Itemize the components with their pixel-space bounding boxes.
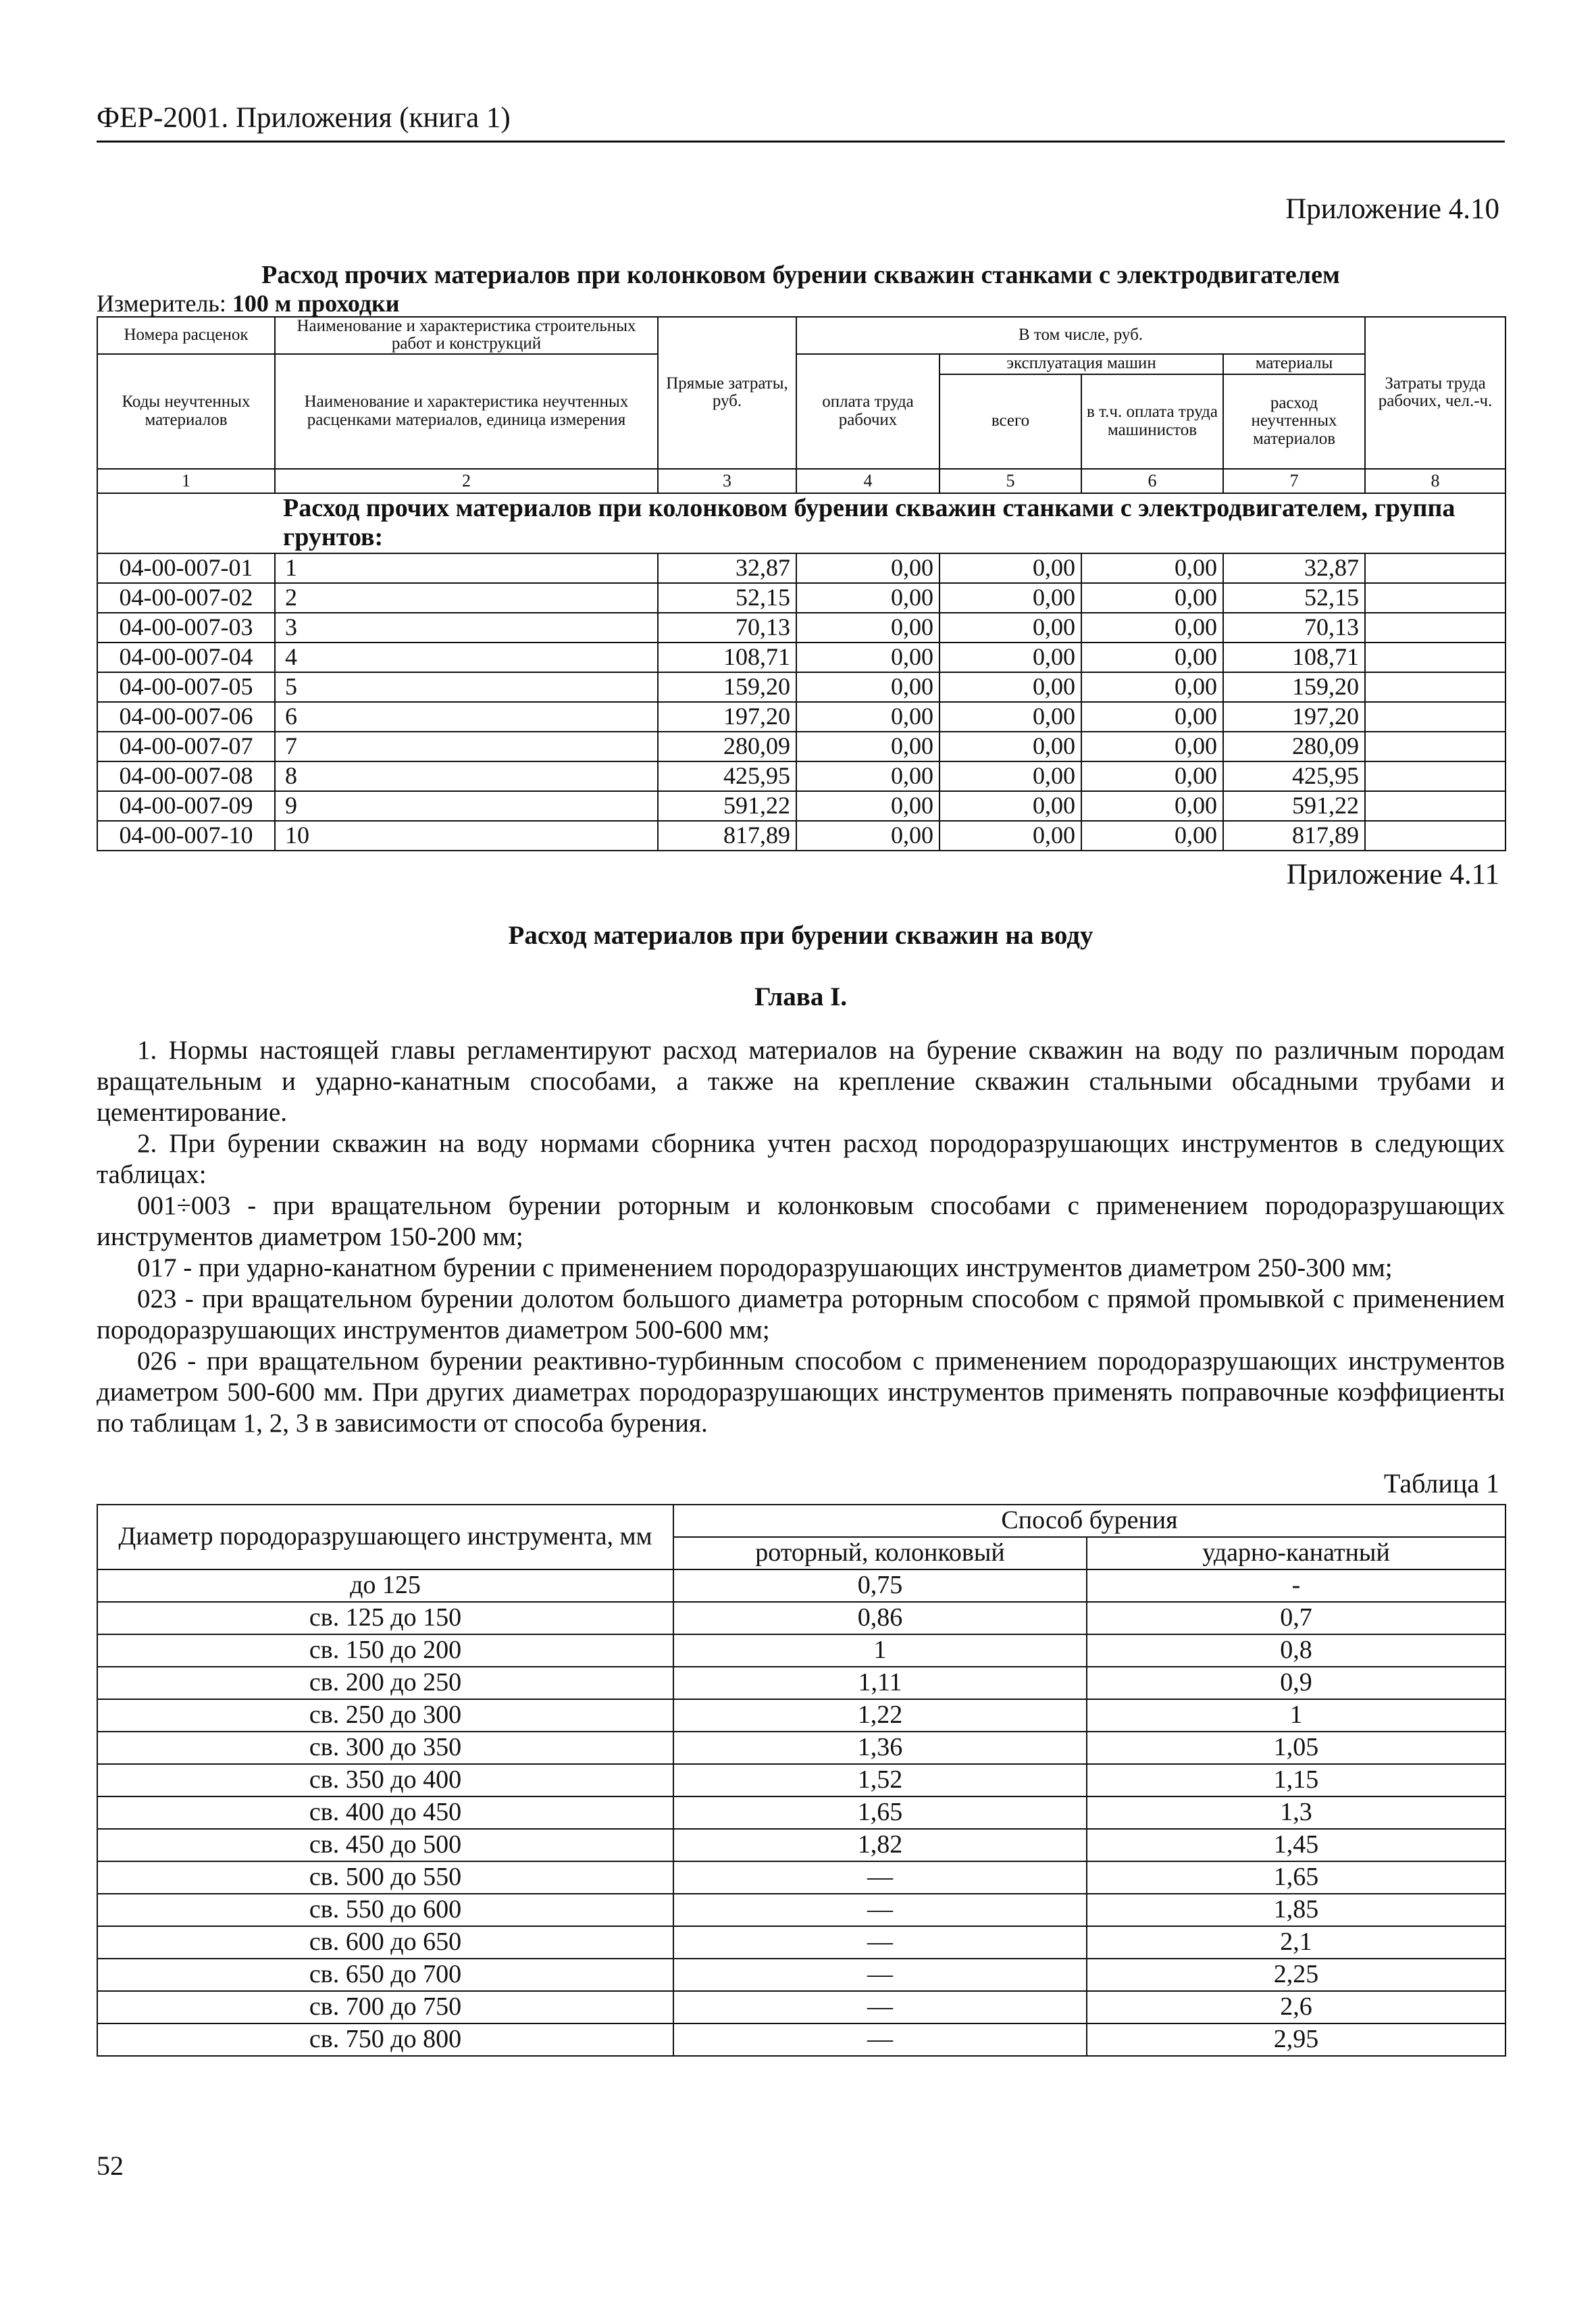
percussion-coef-cell: 2,25	[1087, 1959, 1505, 1991]
percussion-coef-cell: 0,8	[1087, 1634, 1505, 1667]
rotary-coef-cell: 1,52	[673, 1764, 1087, 1796]
rate-code-cell: 04-00-007-09	[97, 791, 275, 821]
wages-cell: 0,00	[796, 761, 939, 791]
direct-cost-cell: 159,20	[658, 672, 796, 702]
paragraph: 023 - при вращательном бурении долотом большого диаметра роторным способом с прямой промывкой с применением породоразрушающих инструментов диаметром 500-600 мм;	[97, 1284, 1505, 1344]
table-row	[97, 1699, 1505, 1732]
rotary-coef-cell: —	[673, 2023, 1087, 2056]
paragraph: 026 - при вращательном бурении реактивно-турбинным способом с применением породоразрушающих инструментов диаметром 500-600 мм. При других диаметрах породоразрушающих инструментов применять поправочные коэффициенты по таблицам 1, 2, 3 в зависимости от способа бурения.	[97, 1347, 1505, 1438]
rotary-coef-cell: 1,82	[673, 1829, 1087, 1861]
materials-cell: 108,71	[1223, 643, 1365, 672]
rotary-coef-cell: —	[673, 1959, 1087, 1991]
appendix-411-title: Расход материалов при бурении скважин на воду	[508, 921, 1093, 950]
direct-cost-cell: 32,87	[658, 553, 796, 583]
drivers-wages-cell: 0,00	[1081, 761, 1223, 791]
table-row	[97, 1861, 1505, 1894]
machines-total-cell: 0,00	[939, 583, 1081, 613]
rate-code-cell: 04-00-007-04	[97, 643, 275, 672]
rate-code-cell: 04-00-007-10	[97, 821, 275, 851]
table-row	[97, 761, 1505, 791]
drivers-wages-cell: 0,00	[1081, 791, 1223, 821]
rate-code-cell: 04-00-007-08	[97, 761, 275, 791]
diameter-range-cell: св. 400 до 450	[97, 1796, 673, 1829]
labor-cell	[1365, 613, 1505, 643]
labor-cell	[1365, 732, 1505, 761]
rotary-coef-cell: 1	[673, 1634, 1087, 1667]
machines-total-cell: 0,00	[939, 821, 1081, 851]
drivers-wages-cell: 0,00	[1081, 821, 1223, 851]
table-row	[97, 672, 1505, 702]
rotary-coef-cell: 1,11	[673, 1667, 1087, 1699]
diameter-range-cell: св. 650 до 700	[97, 1959, 673, 1991]
machines-total-cell: 0,00	[939, 643, 1081, 672]
wages-cell: 0,00	[796, 821, 939, 851]
rotary-coef-cell: —	[673, 1894, 1087, 1926]
rate-code-cell: 04-00-007-05	[97, 672, 275, 702]
wages-cell: 0,00	[796, 643, 939, 672]
materials-header: материалы	[1223, 354, 1365, 374]
machines-total-cell: 0,00	[939, 613, 1081, 643]
rate-code-cell: 04-00-007-06	[97, 702, 275, 732]
col1-header-bottom: Коды неучтенных материалов	[97, 354, 275, 469]
table-row	[97, 2023, 1505, 2056]
diameter-range-cell: св. 450 до 500	[97, 1829, 673, 1861]
soil-group-cell: 10	[275, 821, 658, 851]
rate-code-cell: 04-00-007-02	[97, 583, 275, 613]
labor-cell	[1365, 791, 1505, 821]
appendix-411-label: Приложение 4.11	[1286, 859, 1499, 890]
table-row	[97, 553, 1505, 583]
materials-cell: 591,22	[1223, 791, 1365, 821]
diameter-range-cell: св. 550 до 600	[97, 1894, 673, 1926]
materials-sub-header: расход неучтенных материалов	[1223, 374, 1365, 469]
group-title: Расход прочих материалов при колонковом бурении скважин станками с электродвигателем, группа грунтов:	[275, 493, 1505, 553]
drivers-wages-cell: 0,00	[1081, 553, 1223, 583]
rotary-coef-cell: —	[673, 1861, 1087, 1894]
measure-value: 100 м проходки	[232, 290, 400, 317]
wages-cell: 0,00	[796, 583, 939, 613]
percussion-coef-cell: -	[1087, 1569, 1505, 1602]
table-row	[97, 1764, 1505, 1796]
col2-header-top: Наименование и характеристика строительных работ и конструкций	[275, 317, 658, 354]
labor-cell	[1365, 821, 1505, 851]
table-row	[97, 1732, 1505, 1764]
col-number: 5	[939, 469, 1081, 493]
percussion-coef-cell: 1,15	[1087, 1764, 1505, 1796]
table-row	[97, 583, 1505, 613]
rotary-coef-cell: —	[673, 1991, 1087, 2023]
diameter-range-cell: св. 200 до 250	[97, 1667, 673, 1699]
table-row	[97, 821, 1505, 851]
materials-cell: 159,20	[1223, 672, 1365, 702]
percussion-coef-cell: 0,7	[1087, 1602, 1505, 1634]
labor-cell	[1365, 761, 1505, 791]
materials-cell: 70,13	[1223, 613, 1365, 643]
table-row	[97, 1894, 1505, 1926]
measure-line	[97, 289, 400, 318]
direct-header: Прямые затраты, руб.	[658, 317, 796, 469]
table-row	[97, 1602, 1505, 1634]
direct-cost-cell: 52,15	[658, 583, 796, 613]
rotary-coef-cell: —	[673, 1926, 1087, 1959]
wages-cell: 0,00	[796, 791, 939, 821]
soil-group-cell: 6	[275, 702, 658, 732]
table-row	[97, 1829, 1505, 1861]
page-header-title: ФЕР-2001. Приложения (книга 1)	[97, 102, 511, 134]
appendix-410-title: Расход прочих материалов при колонковом бурении скважин станками с электродвигателем	[261, 261, 1340, 289]
machines-total-cell: 0,00	[939, 553, 1081, 583]
materials-cell: 197,20	[1223, 702, 1365, 732]
diameter-range-cell: св. 125 до 150	[97, 1602, 673, 1634]
col2-header-bottom: Наименование и характеристика неучтенных расценками материалов, единица измерения	[275, 354, 658, 469]
machines-total-cell: 0,00	[939, 672, 1081, 702]
rate-code-cell: 04-00-007-01	[97, 553, 275, 583]
direct-cost-cell: 817,89	[658, 821, 796, 851]
soil-group-cell: 3	[275, 613, 658, 643]
drivers-wages-cell: 0,00	[1081, 732, 1223, 761]
diameter-range-cell: св. 600 до 650	[97, 1926, 673, 1959]
incl-header: В том числе, руб.	[796, 317, 1365, 354]
machines-total-cell: 0,00	[939, 761, 1081, 791]
percussion-coef-cell: 2,1	[1087, 1926, 1505, 1959]
rotary-header: роторный, колонковый	[673, 1537, 1087, 1569]
soil-group-cell: 4	[275, 643, 658, 672]
rate-code-cell: 04-00-007-07	[97, 732, 275, 761]
materials-cell: 817,89	[1223, 821, 1365, 851]
labor-cell	[1365, 702, 1505, 732]
diameter-range-cell: св. 700 до 750	[97, 1991, 673, 2023]
soil-group-cell: 1	[275, 553, 658, 583]
labor-header: Затраты труда рабочих, чел.-ч.	[1365, 317, 1505, 469]
table-row	[97, 732, 1505, 761]
diameter-range-cell: св. 350 до 400	[97, 1764, 673, 1796]
wages-cell: 0,00	[796, 732, 939, 761]
direct-cost-cell: 280,09	[658, 732, 796, 761]
table-row	[97, 1926, 1505, 1959]
col-number: 2	[275, 469, 658, 493]
appendix-410-label: Приложение 4.10	[1285, 193, 1499, 225]
rotary-coef-cell: 0,86	[673, 1602, 1087, 1634]
machines-total-cell: 0,00	[939, 702, 1081, 732]
col-number: 6	[1081, 469, 1223, 493]
machines-header: эксплуатация машин	[939, 354, 1223, 374]
percussion-coef-cell: 1,65	[1087, 1861, 1505, 1894]
table-row	[97, 1796, 1505, 1829]
table-1-label: Таблица 1	[1383, 1468, 1499, 1499]
percussion-coef-cell: 1,3	[1087, 1796, 1505, 1829]
table-row	[97, 1991, 1505, 2023]
incl-wages-header: в т.ч. оплата труда машинистов	[1081, 374, 1223, 469]
soil-group-cell: 9	[275, 791, 658, 821]
direct-cost-cell: 70,13	[658, 613, 796, 643]
wages-cell: 0,00	[796, 613, 939, 643]
table-row	[97, 1667, 1505, 1699]
table-row	[97, 643, 1505, 672]
wages-cell: 0,00	[796, 702, 939, 732]
soil-group-cell: 5	[275, 672, 658, 702]
diameter-header: Диаметр породоразрушающего инструмента, мм	[97, 1505, 673, 1569]
materials-cell: 32,87	[1223, 553, 1365, 583]
diameter-range-cell: св. 250 до 300	[97, 1699, 673, 1732]
soil-group-cell: 2	[275, 583, 658, 613]
rotary-coef-cell: 1,36	[673, 1732, 1087, 1764]
soil-group-cell: 7	[275, 732, 658, 761]
table-row	[97, 1569, 1505, 1602]
labor-cell	[1365, 553, 1505, 583]
col1-header-top: Номера расценок	[97, 317, 275, 354]
machines-total-cell: 0,00	[939, 791, 1081, 821]
page-number: 52	[97, 2150, 124, 2181]
col-number: 3	[658, 469, 796, 493]
rotary-coef-cell: 1,65	[673, 1796, 1087, 1829]
labor-cell	[1365, 672, 1505, 702]
drivers-wages-cell: 0,00	[1081, 702, 1223, 732]
direct-cost-cell: 108,71	[658, 643, 796, 672]
chapter-heading: Глава I.	[754, 982, 848, 1011]
percussion-coef-cell: 2,6	[1087, 1991, 1505, 2023]
percussion-coef-cell: 1,05	[1087, 1732, 1505, 1764]
materials-cell: 425,95	[1223, 761, 1365, 791]
table-row	[97, 1959, 1505, 1991]
diameter-range-cell: св. 150 до 200	[97, 1634, 673, 1667]
direct-cost-cell: 425,95	[658, 761, 796, 791]
table-row	[97, 1634, 1505, 1667]
labor-cell	[1365, 583, 1505, 613]
diameter-range-cell: св. 750 до 800	[97, 2023, 673, 2056]
diameter-coefficient-table	[97, 1504, 1506, 2057]
diameter-range-cell: св. 500 до 550	[97, 1861, 673, 1894]
body-text	[97, 1035, 1505, 1439]
measure-label: Измеритель:	[97, 290, 226, 317]
table-row	[97, 702, 1505, 732]
direct-cost-cell: 591,22	[658, 791, 796, 821]
diameter-range-cell: св. 300 до 350	[97, 1732, 673, 1764]
paragraph: 001÷003 - при вращательном бурении роторным и колонковым способами с применением породоразрушающих инструментов диаметром 150-200 мм;	[97, 1191, 1505, 1251]
wages-cell: 0,00	[796, 672, 939, 702]
rotary-coef-cell: 1,22	[673, 1699, 1087, 1732]
total-header: всего	[939, 374, 1081, 469]
col-number: 1	[97, 469, 275, 493]
paragraph: 017 - при ударно-канатном бурении с применением породоразрушающих инструментов диаметром 250-300 мм;	[137, 1253, 1393, 1282]
drivers-wages-cell: 0,00	[1081, 643, 1223, 672]
wages-header: оплата труда рабочих	[796, 354, 939, 469]
percussion-coef-cell: 2,95	[1087, 2023, 1505, 2056]
direct-cost-cell: 197,20	[658, 702, 796, 732]
percussion-coef-cell: 1,85	[1087, 1894, 1505, 1926]
percussion-coef-cell: 0,9	[1087, 1667, 1505, 1699]
percussion-coef-cell: 1,45	[1087, 1829, 1505, 1861]
col-number: 8	[1365, 469, 1505, 493]
col-number: 4	[796, 469, 939, 493]
materials-cell: 280,09	[1223, 732, 1365, 761]
drivers-wages-cell: 0,00	[1081, 613, 1223, 643]
rate-code-cell: 04-00-007-03	[97, 613, 275, 643]
percussion-coef-cell: 1	[1087, 1699, 1505, 1732]
materials-cell: 52,15	[1223, 583, 1365, 613]
wages-cell: 0,00	[796, 553, 939, 583]
machines-total-cell: 0,00	[939, 732, 1081, 761]
soil-group-cell: 8	[275, 761, 658, 791]
percussion-header: ударно-канатный	[1087, 1537, 1505, 1569]
paragraph: 1. Нормы настоящей главы регламентируют расход материалов на бурение скважин на воду по различным породам вращательным и ударно-канатным способами, а также на крепление скважин стальными обсадными трубами и цементирование.	[97, 1036, 1505, 1127]
diameter-range-cell: до 125	[97, 1569, 673, 1602]
rotary-coef-cell: 0,75	[673, 1569, 1087, 1602]
header-rule	[97, 141, 1505, 143]
method-header: Способ бурения	[673, 1505, 1505, 1537]
table-row	[97, 613, 1505, 643]
labor-cell	[1365, 643, 1505, 672]
paragraph: 2. При бурении скважин на воду нормами сборника учтен расход породоразрушающих инструментов в следующих таблицах:	[97, 1129, 1505, 1189]
drivers-wages-cell: 0,00	[1081, 583, 1223, 613]
col-number: 7	[1223, 469, 1365, 493]
table-row	[97, 791, 1505, 821]
drivers-wages-cell: 0,00	[1081, 672, 1223, 702]
appendix-410-table	[97, 316, 1506, 851]
